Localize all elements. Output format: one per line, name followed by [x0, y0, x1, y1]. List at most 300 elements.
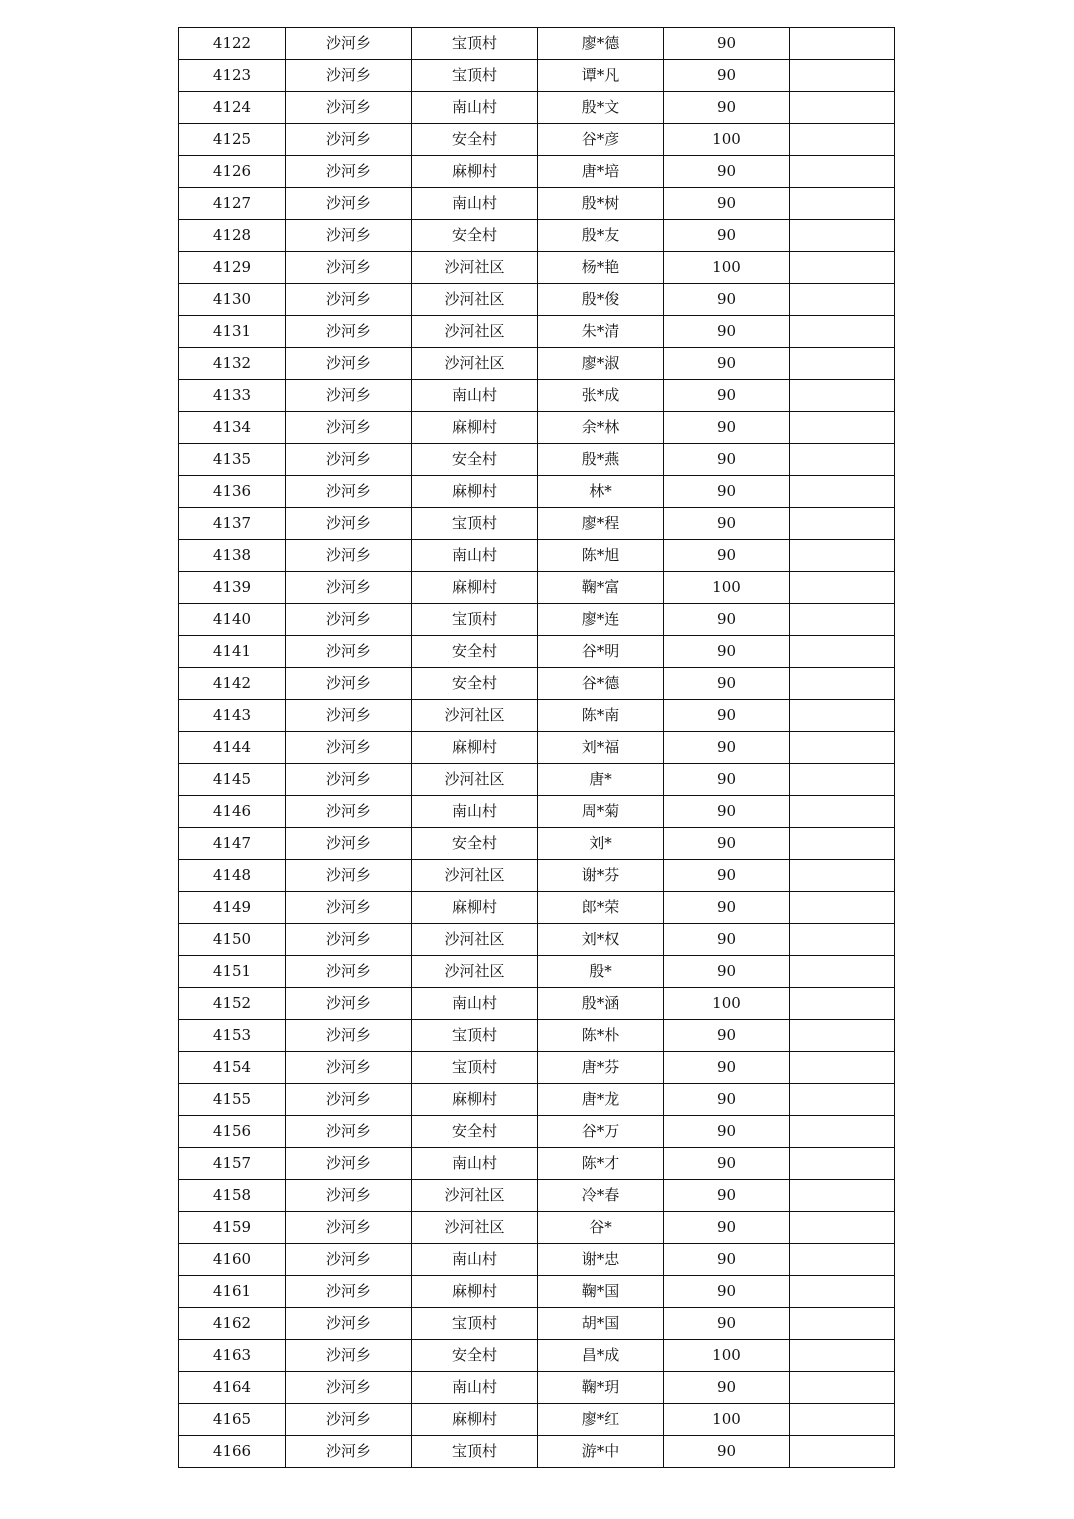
name-cell: 游*中: [538, 1436, 664, 1468]
town-cell: 沙河乡: [286, 444, 412, 476]
serial-number-cell: 4139: [179, 572, 286, 604]
table-row: [179, 828, 895, 860]
amount-cell: 90: [664, 188, 790, 220]
town-cell: 沙河乡: [286, 252, 412, 284]
amount-cell: 100: [664, 252, 790, 284]
table-row: [179, 796, 895, 828]
note-cell: [790, 636, 895, 668]
name-cell: 唐*培: [538, 156, 664, 188]
serial-number-cell: 4161: [179, 1276, 286, 1308]
village-cell: 麻柳村: [412, 1084, 538, 1116]
serial-number-cell: 4132: [179, 348, 286, 380]
serial-number-cell: 4150: [179, 924, 286, 956]
note-cell: [790, 1436, 895, 1468]
town-cell: 沙河乡: [286, 220, 412, 252]
village-cell: 南山村: [412, 1148, 538, 1180]
table-row: [179, 60, 895, 92]
name-cell: 谷*万: [538, 1116, 664, 1148]
town-cell: 沙河乡: [286, 956, 412, 988]
village-cell: 宝顶村: [412, 28, 538, 60]
table-row: [179, 636, 895, 668]
note-cell: [790, 1212, 895, 1244]
amount-cell: 90: [664, 1276, 790, 1308]
serial-number-cell: 4131: [179, 316, 286, 348]
town-cell: 沙河乡: [286, 28, 412, 60]
village-cell: 沙河社区: [412, 348, 538, 380]
table-row: [179, 1404, 895, 1436]
town-cell: 沙河乡: [286, 508, 412, 540]
amount-cell: 90: [664, 1116, 790, 1148]
name-cell: 杨*艳: [538, 252, 664, 284]
note-cell: [790, 124, 895, 156]
serial-number-cell: 4151: [179, 956, 286, 988]
note-cell: [790, 892, 895, 924]
town-cell: 沙河乡: [286, 604, 412, 636]
serial-number-cell: 4129: [179, 252, 286, 284]
amount-cell: 90: [664, 1308, 790, 1340]
village-cell: 宝顶村: [412, 1052, 538, 1084]
table-row: [179, 1052, 895, 1084]
note-cell: [790, 1020, 895, 1052]
table-row: [179, 156, 895, 188]
serial-number-cell: 4127: [179, 188, 286, 220]
name-cell: 唐*芬: [538, 1052, 664, 1084]
village-cell: 南山村: [412, 380, 538, 412]
table-row: [179, 1372, 895, 1404]
serial-number-cell: 4136: [179, 476, 286, 508]
note-cell: [790, 188, 895, 220]
village-cell: 沙河社区: [412, 1212, 538, 1244]
note-cell: [790, 1148, 895, 1180]
table-row: [179, 764, 895, 796]
village-cell: 沙河社区: [412, 700, 538, 732]
name-cell: 谷*明: [538, 636, 664, 668]
town-cell: 沙河乡: [286, 1308, 412, 1340]
amount-cell: 90: [664, 1436, 790, 1468]
note-cell: [790, 412, 895, 444]
amount-cell: 90: [664, 860, 790, 892]
note-cell: [790, 668, 895, 700]
serial-number-cell: 4157: [179, 1148, 286, 1180]
note-cell: [790, 828, 895, 860]
table-row: [179, 1116, 895, 1148]
table-row: [179, 892, 895, 924]
serial-number-cell: 4126: [179, 156, 286, 188]
village-cell: 安全村: [412, 828, 538, 860]
amount-cell: 90: [664, 380, 790, 412]
table-row: [179, 1148, 895, 1180]
name-cell: 刘*权: [538, 924, 664, 956]
amount-cell: 90: [664, 1084, 790, 1116]
village-cell: 南山村: [412, 1244, 538, 1276]
town-cell: 沙河乡: [286, 892, 412, 924]
amount-cell: 90: [664, 444, 790, 476]
amount-cell: 90: [664, 348, 790, 380]
town-cell: 沙河乡: [286, 412, 412, 444]
table-row: [179, 316, 895, 348]
village-cell: 沙河社区: [412, 956, 538, 988]
amount-cell: 90: [664, 956, 790, 988]
serial-number-cell: 4125: [179, 124, 286, 156]
amount-cell: 90: [664, 636, 790, 668]
town-cell: 沙河乡: [286, 124, 412, 156]
table-row: [179, 284, 895, 316]
town-cell: 沙河乡: [286, 1372, 412, 1404]
village-cell: 宝顶村: [412, 60, 538, 92]
note-cell: [790, 476, 895, 508]
town-cell: 沙河乡: [286, 796, 412, 828]
amount-cell: 100: [664, 124, 790, 156]
note-cell: [790, 348, 895, 380]
name-cell: 廖*德: [538, 28, 664, 60]
table-row: [179, 572, 895, 604]
serial-number-cell: 4143: [179, 700, 286, 732]
town-cell: 沙河乡: [286, 924, 412, 956]
serial-number-cell: 4141: [179, 636, 286, 668]
town-cell: 沙河乡: [286, 1052, 412, 1084]
note-cell: [790, 1404, 895, 1436]
name-cell: 胡*国: [538, 1308, 664, 1340]
name-cell: 谢*芬: [538, 860, 664, 892]
serial-number-cell: 4130: [179, 284, 286, 316]
note-cell: [790, 508, 895, 540]
table-row: [179, 1340, 895, 1372]
village-cell: 安全村: [412, 1340, 538, 1372]
table-row: [179, 444, 895, 476]
name-cell: 殷*友: [538, 220, 664, 252]
note-cell: [790, 1116, 895, 1148]
note-cell: [790, 1372, 895, 1404]
note-cell: [790, 956, 895, 988]
village-cell: 安全村: [412, 668, 538, 700]
amount-cell: 90: [664, 764, 790, 796]
name-cell: 陈*才: [538, 1148, 664, 1180]
town-cell: 沙河乡: [286, 828, 412, 860]
amount-cell: 100: [664, 988, 790, 1020]
town-cell: 沙河乡: [286, 1244, 412, 1276]
village-cell: 宝顶村: [412, 604, 538, 636]
name-cell: 刘*福: [538, 732, 664, 764]
village-cell: 麻柳村: [412, 572, 538, 604]
village-cell: 宝顶村: [412, 1308, 538, 1340]
village-cell: 麻柳村: [412, 1276, 538, 1308]
village-cell: 安全村: [412, 636, 538, 668]
note-cell: [790, 380, 895, 412]
village-cell: 宝顶村: [412, 1436, 538, 1468]
amount-cell: 90: [664, 1180, 790, 1212]
town-cell: 沙河乡: [286, 284, 412, 316]
table-row: [179, 92, 895, 124]
name-cell: 陈*朴: [538, 1020, 664, 1052]
serial-number-cell: 4144: [179, 732, 286, 764]
village-cell: 沙河社区: [412, 316, 538, 348]
roster-table-body: [179, 28, 895, 1468]
town-cell: 沙河乡: [286, 156, 412, 188]
serial-number-cell: 4156: [179, 1116, 286, 1148]
town-cell: 沙河乡: [286, 1116, 412, 1148]
name-cell: 殷*文: [538, 92, 664, 124]
town-cell: 沙河乡: [286, 732, 412, 764]
table-row: [179, 1308, 895, 1340]
amount-cell: 90: [664, 1052, 790, 1084]
serial-number-cell: 4137: [179, 508, 286, 540]
table-row: [179, 668, 895, 700]
amount-cell: 90: [664, 700, 790, 732]
serial-number-cell: 4149: [179, 892, 286, 924]
name-cell: 廖*红: [538, 1404, 664, 1436]
note-cell: [790, 988, 895, 1020]
name-cell: 殷*涵: [538, 988, 664, 1020]
serial-number-cell: 4135: [179, 444, 286, 476]
serial-number-cell: 4128: [179, 220, 286, 252]
note-cell: [790, 316, 895, 348]
town-cell: 沙河乡: [286, 700, 412, 732]
serial-number-cell: 4152: [179, 988, 286, 1020]
town-cell: 沙河乡: [286, 1404, 412, 1436]
village-cell: 南山村: [412, 540, 538, 572]
note-cell: [790, 1084, 895, 1116]
name-cell: 陈*旭: [538, 540, 664, 572]
amount-cell: 90: [664, 60, 790, 92]
town-cell: 沙河乡: [286, 188, 412, 220]
town-cell: 沙河乡: [286, 92, 412, 124]
name-cell: 廖*连: [538, 604, 664, 636]
amount-cell: 90: [664, 924, 790, 956]
name-cell: 谷*: [538, 1212, 664, 1244]
town-cell: 沙河乡: [286, 668, 412, 700]
name-cell: 冷*春: [538, 1180, 664, 1212]
name-cell: 唐*: [538, 764, 664, 796]
table-row: [179, 924, 895, 956]
name-cell: 谷*德: [538, 668, 664, 700]
note-cell: [790, 764, 895, 796]
village-cell: 安全村: [412, 124, 538, 156]
note-cell: [790, 1244, 895, 1276]
table-row: [179, 188, 895, 220]
serial-number-cell: 4124: [179, 92, 286, 124]
roster-table: [178, 27, 895, 1468]
amount-cell: 90: [664, 220, 790, 252]
village-cell: 南山村: [412, 1372, 538, 1404]
table-row: [179, 540, 895, 572]
village-cell: 宝顶村: [412, 1020, 538, 1052]
name-cell: 鞠*富: [538, 572, 664, 604]
name-cell: 廖*程: [538, 508, 664, 540]
name-cell: 陈*南: [538, 700, 664, 732]
town-cell: 沙河乡: [286, 1212, 412, 1244]
amount-cell: 90: [664, 508, 790, 540]
name-cell: 周*菊: [538, 796, 664, 828]
note-cell: [790, 92, 895, 124]
table-row: [179, 700, 895, 732]
note-cell: [790, 860, 895, 892]
serial-number-cell: 4166: [179, 1436, 286, 1468]
amount-cell: 100: [664, 572, 790, 604]
table-row: [179, 412, 895, 444]
town-cell: 沙河乡: [286, 1020, 412, 1052]
village-cell: 沙河社区: [412, 924, 538, 956]
note-cell: [790, 1340, 895, 1372]
village-cell: 沙河社区: [412, 252, 538, 284]
table-row: [179, 604, 895, 636]
table-row: [179, 1436, 895, 1468]
name-cell: 鞠*国: [538, 1276, 664, 1308]
serial-number-cell: 4158: [179, 1180, 286, 1212]
serial-number-cell: 4146: [179, 796, 286, 828]
amount-cell: 90: [664, 316, 790, 348]
name-cell: 刘*: [538, 828, 664, 860]
village-cell: 南山村: [412, 988, 538, 1020]
serial-number-cell: 4162: [179, 1308, 286, 1340]
note-cell: [790, 1180, 895, 1212]
note-cell: [790, 252, 895, 284]
serial-number-cell: 4165: [179, 1404, 286, 1436]
town-cell: 沙河乡: [286, 540, 412, 572]
serial-number-cell: 4145: [179, 764, 286, 796]
serial-number-cell: 4154: [179, 1052, 286, 1084]
table-row: [179, 348, 895, 380]
table-row: [179, 956, 895, 988]
serial-number-cell: 4148: [179, 860, 286, 892]
table-row: [179, 1180, 895, 1212]
village-cell: 沙河社区: [412, 1180, 538, 1212]
name-cell: 谷*彦: [538, 124, 664, 156]
amount-cell: 90: [664, 604, 790, 636]
village-cell: 沙河社区: [412, 284, 538, 316]
village-cell: 安全村: [412, 444, 538, 476]
serial-number-cell: 4142: [179, 668, 286, 700]
table-row: [179, 508, 895, 540]
name-cell: 张*成: [538, 380, 664, 412]
name-cell: 林*: [538, 476, 664, 508]
note-cell: [790, 700, 895, 732]
serial-number-cell: 4160: [179, 1244, 286, 1276]
village-cell: 南山村: [412, 796, 538, 828]
table-row: [179, 1020, 895, 1052]
village-cell: 麻柳村: [412, 892, 538, 924]
amount-cell: 90: [664, 796, 790, 828]
table-row: [179, 1244, 895, 1276]
serial-number-cell: 4147: [179, 828, 286, 860]
table-row: [179, 220, 895, 252]
note-cell: [790, 284, 895, 316]
amount-cell: 90: [664, 284, 790, 316]
name-cell: 殷*燕: [538, 444, 664, 476]
town-cell: 沙河乡: [286, 572, 412, 604]
serial-number-cell: 4159: [179, 1212, 286, 1244]
name-cell: 唐*龙: [538, 1084, 664, 1116]
village-cell: 安全村: [412, 1116, 538, 1148]
note-cell: [790, 796, 895, 828]
note-cell: [790, 572, 895, 604]
name-cell: 昌*成: [538, 1340, 664, 1372]
note-cell: [790, 28, 895, 60]
town-cell: 沙河乡: [286, 348, 412, 380]
name-cell: 郎*荣: [538, 892, 664, 924]
serial-number-cell: 4155: [179, 1084, 286, 1116]
name-cell: 朱*清: [538, 316, 664, 348]
serial-number-cell: 4153: [179, 1020, 286, 1052]
note-cell: [790, 604, 895, 636]
name-cell: 廖*淑: [538, 348, 664, 380]
amount-cell: 90: [664, 476, 790, 508]
amount-cell: 90: [664, 540, 790, 572]
amount-cell: 90: [664, 1020, 790, 1052]
serial-number-cell: 4123: [179, 60, 286, 92]
table-row: [179, 1212, 895, 1244]
name-cell: 殷*俊: [538, 284, 664, 316]
amount-cell: 90: [664, 732, 790, 764]
town-cell: 沙河乡: [286, 60, 412, 92]
table-row: [179, 476, 895, 508]
town-cell: 沙河乡: [286, 380, 412, 412]
table-row: [179, 988, 895, 1020]
table-row: [179, 860, 895, 892]
serial-number-cell: 4122: [179, 28, 286, 60]
name-cell: 殷*树: [538, 188, 664, 220]
town-cell: 沙河乡: [286, 476, 412, 508]
note-cell: [790, 60, 895, 92]
town-cell: 沙河乡: [286, 1148, 412, 1180]
table-row: [179, 124, 895, 156]
table-row: [179, 252, 895, 284]
amount-cell: 90: [664, 1244, 790, 1276]
amount-cell: 100: [664, 1340, 790, 1372]
serial-number-cell: 4140: [179, 604, 286, 636]
amount-cell: 90: [664, 156, 790, 188]
note-cell: [790, 444, 895, 476]
amount-cell: 90: [664, 28, 790, 60]
village-cell: 安全村: [412, 220, 538, 252]
note-cell: [790, 732, 895, 764]
serial-number-cell: 4133: [179, 380, 286, 412]
table-row: [179, 380, 895, 412]
name-cell: 谭*凡: [538, 60, 664, 92]
town-cell: 沙河乡: [286, 1180, 412, 1212]
amount-cell: 90: [664, 1212, 790, 1244]
town-cell: 沙河乡: [286, 636, 412, 668]
town-cell: 沙河乡: [286, 316, 412, 348]
note-cell: [790, 220, 895, 252]
town-cell: 沙河乡: [286, 1084, 412, 1116]
amount-cell: 90: [664, 92, 790, 124]
town-cell: 沙河乡: [286, 764, 412, 796]
village-cell: 沙河社区: [412, 764, 538, 796]
village-cell: 沙河社区: [412, 860, 538, 892]
town-cell: 沙河乡: [286, 1340, 412, 1372]
village-cell: 麻柳村: [412, 1404, 538, 1436]
serial-number-cell: 4164: [179, 1372, 286, 1404]
name-cell: 鞠*玥: [538, 1372, 664, 1404]
note-cell: [790, 156, 895, 188]
name-cell: 殷*: [538, 956, 664, 988]
village-cell: 南山村: [412, 188, 538, 220]
serial-number-cell: 4163: [179, 1340, 286, 1372]
amount-cell: 90: [664, 828, 790, 860]
town-cell: 沙河乡: [286, 988, 412, 1020]
note-cell: [790, 1308, 895, 1340]
table-row: [179, 1084, 895, 1116]
table-row: [179, 732, 895, 764]
amount-cell: 100: [664, 1404, 790, 1436]
amount-cell: 90: [664, 1148, 790, 1180]
table-row: [179, 28, 895, 60]
note-cell: [790, 540, 895, 572]
note-cell: [790, 1052, 895, 1084]
note-cell: [790, 1276, 895, 1308]
town-cell: 沙河乡: [286, 1436, 412, 1468]
name-cell: 余*林: [538, 412, 664, 444]
